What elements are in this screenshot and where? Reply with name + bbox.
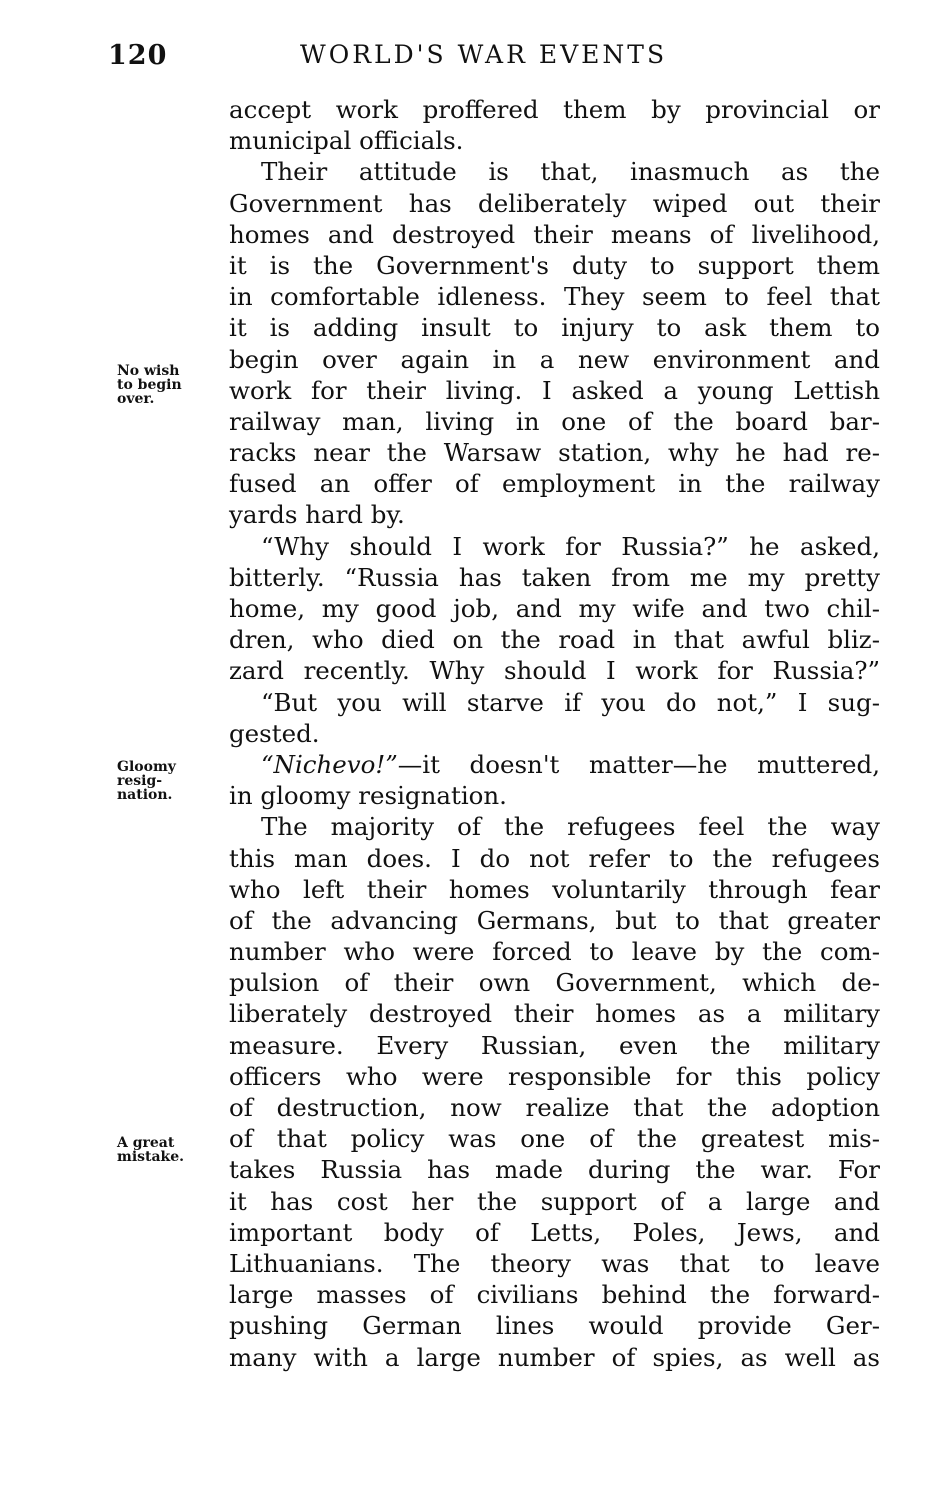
text-line: of the advancing Germans, but to that greater [229, 905, 880, 935]
body-text [229, 94, 880, 1373]
text-line: in gloomy resignation. [229, 781, 507, 811]
italic-phrase: “Nichevo!” [261, 749, 398, 779]
text-line: Their attitude is that, inasmuch as the [261, 157, 880, 187]
text-line: “But you will starve if you do not,” I sug- [261, 687, 880, 717]
text-line: pulsion of their own Government, which de- [229, 968, 880, 998]
text-line: yards hard by. [229, 500, 405, 530]
text-line: measure. Every Russian, even the military [229, 1030, 880, 1060]
text-line: homes and destroyed their means of livelihood, [229, 219, 880, 249]
text-line: zard recently. Why should I work for Russia?” [229, 656, 880, 686]
text-line: fused an offer of employment in the railway [229, 469, 880, 499]
text-line: many with a large number of spies, as well as [229, 1342, 880, 1372]
margin-note-line: resig- [117, 773, 163, 789]
running-title: WORLD'S WAR EVENTS [300, 40, 668, 69]
margin-note-line: nation. [117, 787, 173, 803]
text-line: large masses of civilians behind the forward- [229, 1280, 880, 1310]
text-line: municipal officials. [229, 126, 464, 156]
margin-note-line: No wish [117, 363, 180, 379]
text-line: “Why should I work for Russia?” he asked, [261, 531, 880, 561]
text-line: officers who were responsible for this policy [229, 1061, 880, 1091]
text-line: gested. [229, 718, 320, 748]
text-line: pushing German lines would provide Ger- [229, 1311, 880, 1341]
text-line: liberately destroyed their homes as a military [229, 999, 880, 1029]
text-line: it is the Government's duty to support them [229, 250, 880, 280]
text-line: number who were forced to leave by the com- [229, 937, 880, 967]
margin-note-gloomy [117, 760, 209, 802]
text-line: of that policy was one of the greatest mis- [229, 1124, 880, 1154]
text-line: begin over again in a new environment and [229, 344, 880, 374]
text-line: of destruction, now realize that the adoption [229, 1093, 880, 1122]
text-line: bitterly. “Russia has taken from me my pretty [229, 562, 880, 592]
text-line: this man does. I do not refer to the refugees [229, 843, 880, 873]
margin-note-line: A great [117, 1135, 175, 1151]
text-line: Lithuanians. The theory was that to leave [229, 1248, 880, 1278]
text-line: The majority of the refugees feel the way [261, 812, 880, 842]
text-line: dren, who died on the road in that awful bliz- [229, 625, 880, 655]
margin-note-line: over. [117, 391, 155, 407]
running-header [108, 40, 884, 74]
text-line: takes Russia has made during the war. For [229, 1155, 880, 1185]
text-line: it is adding insult to injury to ask them to [229, 313, 880, 343]
margin-note-line: mistake. [117, 1149, 185, 1165]
text-line-rest: —it doesn't matter—he muttered, [397, 749, 880, 779]
text-line [229, 749, 880, 780]
text-line: in comfortable idleness. They seem to feel that [229, 282, 880, 312]
margin-note-no-wish [117, 364, 209, 406]
text-line: work for their living. I asked a young Lettish [229, 375, 880, 405]
margin-note-line: Gloomy [117, 759, 176, 775]
text-line: home, my good job, and my wife and two chil- [229, 594, 880, 623]
margin-note-line: to begin [117, 377, 182, 393]
text-line: it has cost her the support of a large and [229, 1186, 880, 1216]
text-line: Government has deliberately wiped out their [229, 188, 880, 218]
text-line: railway man, living in one of the board bar- [229, 406, 880, 436]
text-line: who left their homes voluntarily through fear [229, 874, 880, 904]
margin-note-great-mistake [117, 1136, 209, 1164]
text-line: important body of Letts, Poles, Jews, and [229, 1217, 880, 1247]
text-line: racks near the Warsaw station, why he had re- [229, 438, 880, 468]
text-line: accept work proffered them by provincial or [229, 95, 880, 124]
page-number: 120 [108, 40, 168, 71]
